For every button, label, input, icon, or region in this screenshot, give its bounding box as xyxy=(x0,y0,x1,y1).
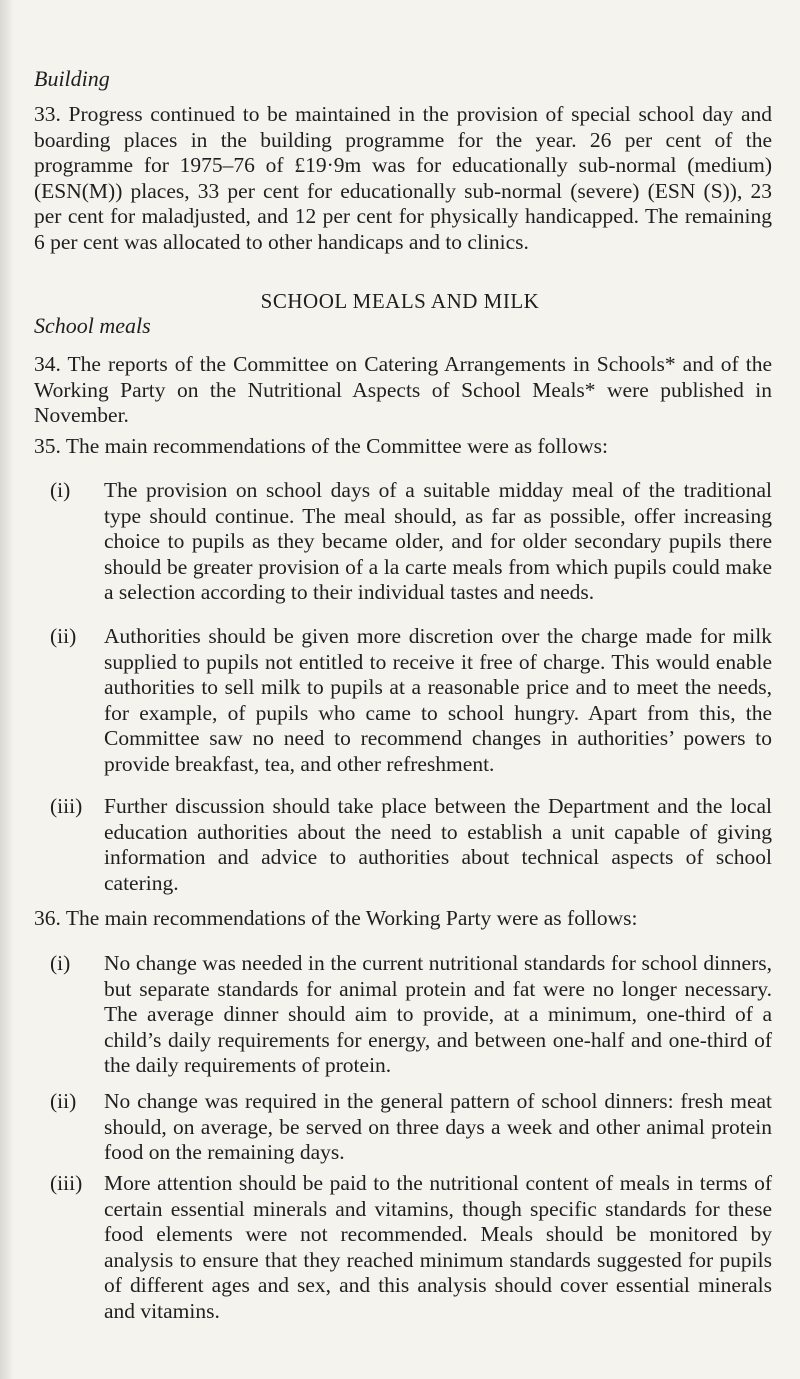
paragraph-34: 34. The reports of the Committee on Catering Arrangements in Schools* and of the Working Party on the Nutritional Aspects of School Meals* were published in November. xyxy=(34,352,772,427)
item-number: (iii) xyxy=(50,794,83,818)
item-text: The provision on school days of a suitable midday meal of the traditional type should continue. The meal should, as far as possible, offer increasing choice to pupils as they became older, and for older secondary pupils there should be greater provision of a la carte meals from which pupils could make a selection according to their individual tastes and needs. xyxy=(104,478,772,604)
item-number: (i) xyxy=(50,951,71,975)
item-number: (ii) xyxy=(50,624,77,648)
item-number: (iii) xyxy=(50,1171,83,1195)
item-text: Further discussion should take place between the Department and the local education authorities about the need to establish a unit capable of giving information and advice to authorities about technical aspects of school catering. xyxy=(104,794,772,895)
item-text: No change was required in the general pattern of school dinners: fresh meat should, on average, be served on three days a week and other animal protein food on the remaining days. xyxy=(104,1089,772,1164)
section-title: SCHOOL MEALS AND MILK xyxy=(260,289,540,313)
paragraph-36: 36. The main recommendations of the Working Party were as follows: xyxy=(34,906,638,930)
item-number: (i) xyxy=(50,478,71,502)
item-text: More attention should be paid to the nutritional content of meals in terms of certain essential minerals and vitamins, though specific standards for these food elements were not recommended. Meals should be monitored by analysis to ensure that they reached minimum standards suggested for pupils of different ages and sex, and this analysis should cover essential minerals and vitamins. xyxy=(104,1171,772,1323)
item-number: (ii) xyxy=(50,1089,77,1113)
item-text: Authorities should be given more discretion over the charge made for milk supplied to pupils not entitled to receive it free of charge. This would enable authorities to sell milk to pupils at a reasonable price and to meet the needs, for example, of pupils who came to school hungry. Apart from this, the Committee saw no need to recommend changes in authorities’ powers to provide breakfast, tea, and other refreshment. xyxy=(104,624,772,776)
building-heading: Building xyxy=(34,66,110,91)
paragraph-33: 33. Progress continued to be maintained in the provision of special school day and boarding places in the building programme for the year. 26 per cent of the programme for 1975–76 of £19·9m was for educationally sub-normal (medium) (ESN(M)) places, 33 per cent for educationally sub-normal (severe) (ESN (S)), 23 per cent for maladjusted, and 12 per cent for physically handicapped. The remaining 6 per cent was allocated to other handicaps and to clinics. xyxy=(34,102,772,254)
school-meals-heading: School meals xyxy=(34,313,151,338)
paragraph-35: 35. The main recommendations of the Committee were as follows: xyxy=(34,434,608,458)
item-text: No change was needed in the current nutritional standards for school dinners, but separate standards for animal protein and fat were no longer necessary. The average dinner should aim to provide, at a minimum, one-third of a child’s daily requirements for energy, and between one-half and one-third of the daily requirements of protein. xyxy=(104,951,772,1077)
page-edge-shadow xyxy=(0,0,14,1379)
